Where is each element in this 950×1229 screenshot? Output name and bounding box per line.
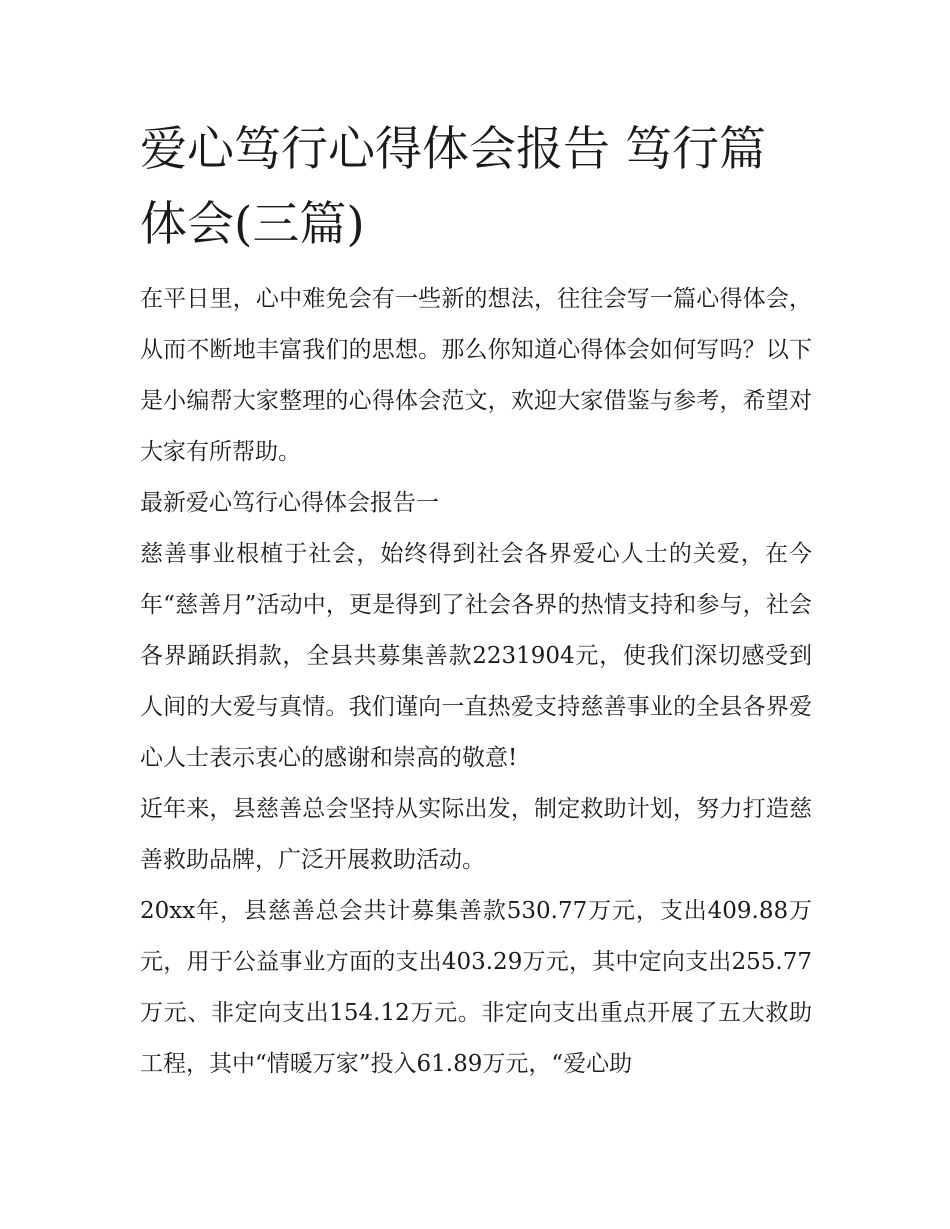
intro-paragraph: 在平日里，心中难免会有一些新的想法，往往会写一篇心得体会，从而不断地丰富我们的思想。那么你知道心得体会如何写吗？以下是小编帮大家整理的心得体会范文，欢迎大家借鉴与参考，希望对大家有所帮助。 bbox=[140, 286, 812, 465]
section-heading: 最新爱心笃行心得体会报告一 bbox=[140, 490, 439, 516]
body-paragraph: 慈善事业根植于社会，始终得到社会各界爱心人士的关爱，在今年“慈善月”活动中，更是得到了社会各界的热情支持和参与，社会各界踊跃捐款，全县共募集善款2231904元，使我们深切感受到人间的大爱与真情。我们谨向一直热爱支持慈善事业的全县各界爱心人士表示衷心的感谢和崇高的敬意! bbox=[140, 541, 812, 771]
body-paragraph: 20xx年，县慈善总会共计募集善款530.77万元，支出409.88万元，用于公益事业方面的支出403.29万元，其中定向支出255.77万元、非定向支出154.12万元。非定向支出重点开展了五大救助工程，其中“情暖万家”投入61.89万元，“爱心助 bbox=[140, 898, 812, 1077]
document-title: 爱心笃行心得体会报告 笃行篇体会(三篇) bbox=[140, 122, 766, 252]
document-page bbox=[140, 112, 812, 1090]
body-paragraph: 近年来，县慈善总会坚持从实际出发，制定救助计划，努力打造慈善救助品牌，广泛开展救助活动。 bbox=[140, 796, 812, 873]
